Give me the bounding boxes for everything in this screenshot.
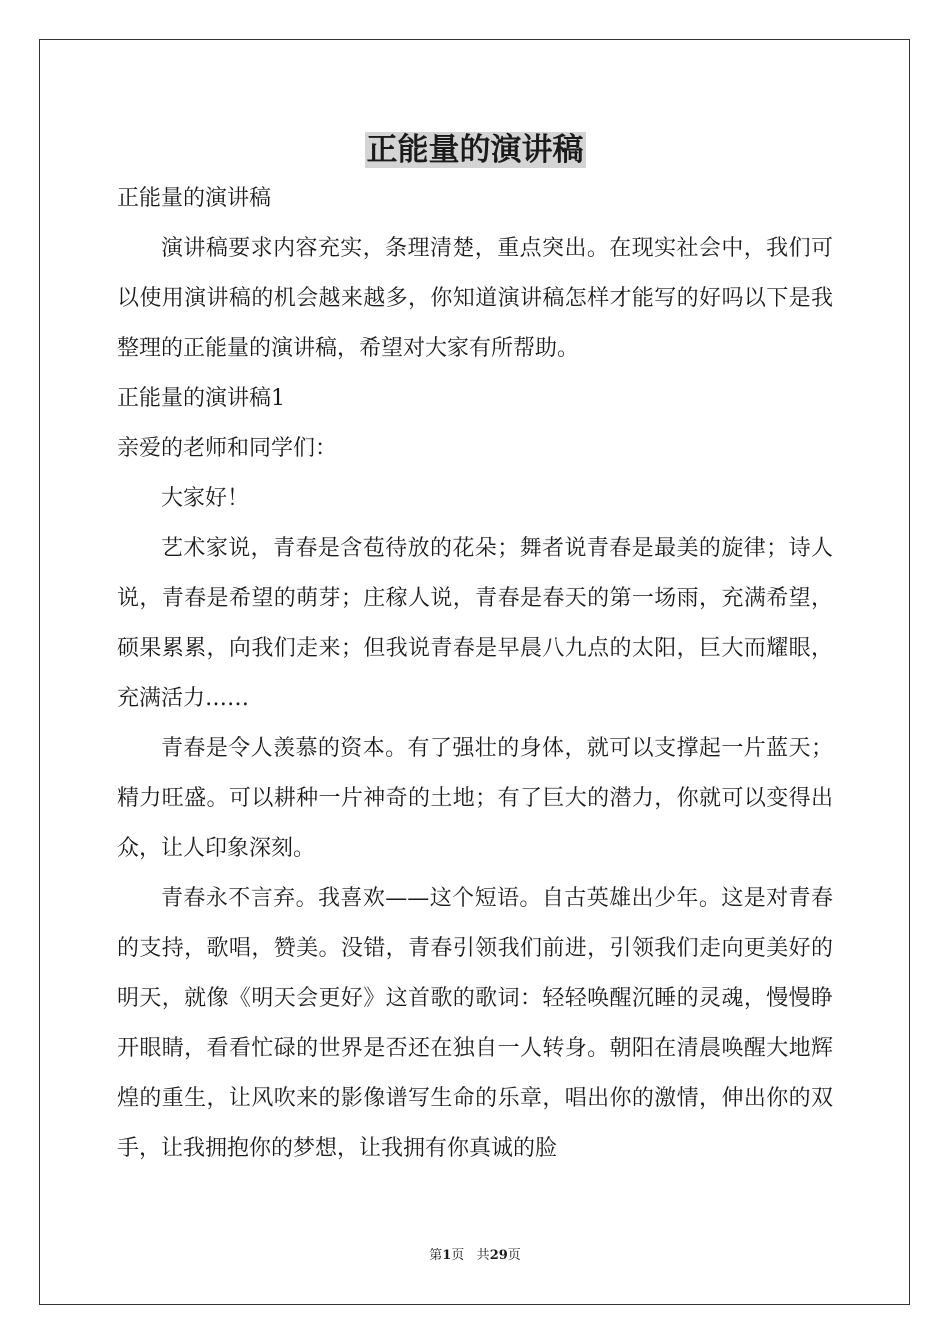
paragraph-body: 青春永不言弃。我喜欢——这个短语。自古英雄出少年。这是对青春的支持，歌唱，赞美。没错，青春引领我们前进，引领我们走向更美好的明天，就像《明天会更好》这首歌的歌词：轻轻唤醒沉睡的灵魂，慢慢睁开眼睛，看看忙碌的世界是否还在独自一人转身。朝阳在清晨唤醒大地辉煌的重生，让风吹来的影像谱写生命的乐章，唱出你的激情，伸出你的双手，让我拥抱你的梦想，让我拥有你真诚的脸 xyxy=(117,886,833,1161)
paragraph-salutation: 亲爱的老师和同学们： xyxy=(117,436,338,461)
paragraph-greeting: 大家好！ xyxy=(161,486,250,511)
document-title-text: 正能量的演讲稿 xyxy=(366,132,584,168)
page-number-current: 1 xyxy=(442,1248,452,1263)
page-footer xyxy=(0,1247,950,1265)
page-number-prefix: 第 xyxy=(429,1248,443,1263)
paragraph-intro: 演讲稿要求内容充实，条理清楚，重点突出。在现实社会中，我们可以使用演讲稿的机会越来越多，你知道演讲稿怎样才能写的好吗以下是我整理的正能量的演讲稿，希望对大家有所帮助。 xyxy=(117,236,833,361)
page-total-count: 29 xyxy=(489,1248,508,1263)
paragraph-subtitle: 正能量的演讲稿 xyxy=(117,186,272,211)
page-number-suffix: 页 xyxy=(451,1248,465,1263)
page-total-suffix: 页 xyxy=(507,1248,521,1263)
document-body xyxy=(117,174,833,1174)
paragraph-body: 艺术家说，青春是含苞待放的花朵；舞者说青春是最美的旋律；诗人说，青春是希望的萌芽；庄稼人说，青春是春天的第一场雨，充满希望，硕果累累，向我们走来；但我说青春是早晨八九点的太阳，巨大而耀眼，充满活力…… xyxy=(117,536,833,711)
paragraph-body: 青春是令人羡慕的资本。有了强壮的身体，就可以支撑起一片蓝天；精力旺盛。可以耕种一片神奇的土地；有了巨大的潜力，你就可以变得出众，让人印象深刻。 xyxy=(117,736,833,861)
page-total-prefix: 共 xyxy=(476,1248,490,1263)
document-title xyxy=(0,128,950,172)
paragraph-heading: 正能量的演讲稿1 xyxy=(117,386,285,411)
